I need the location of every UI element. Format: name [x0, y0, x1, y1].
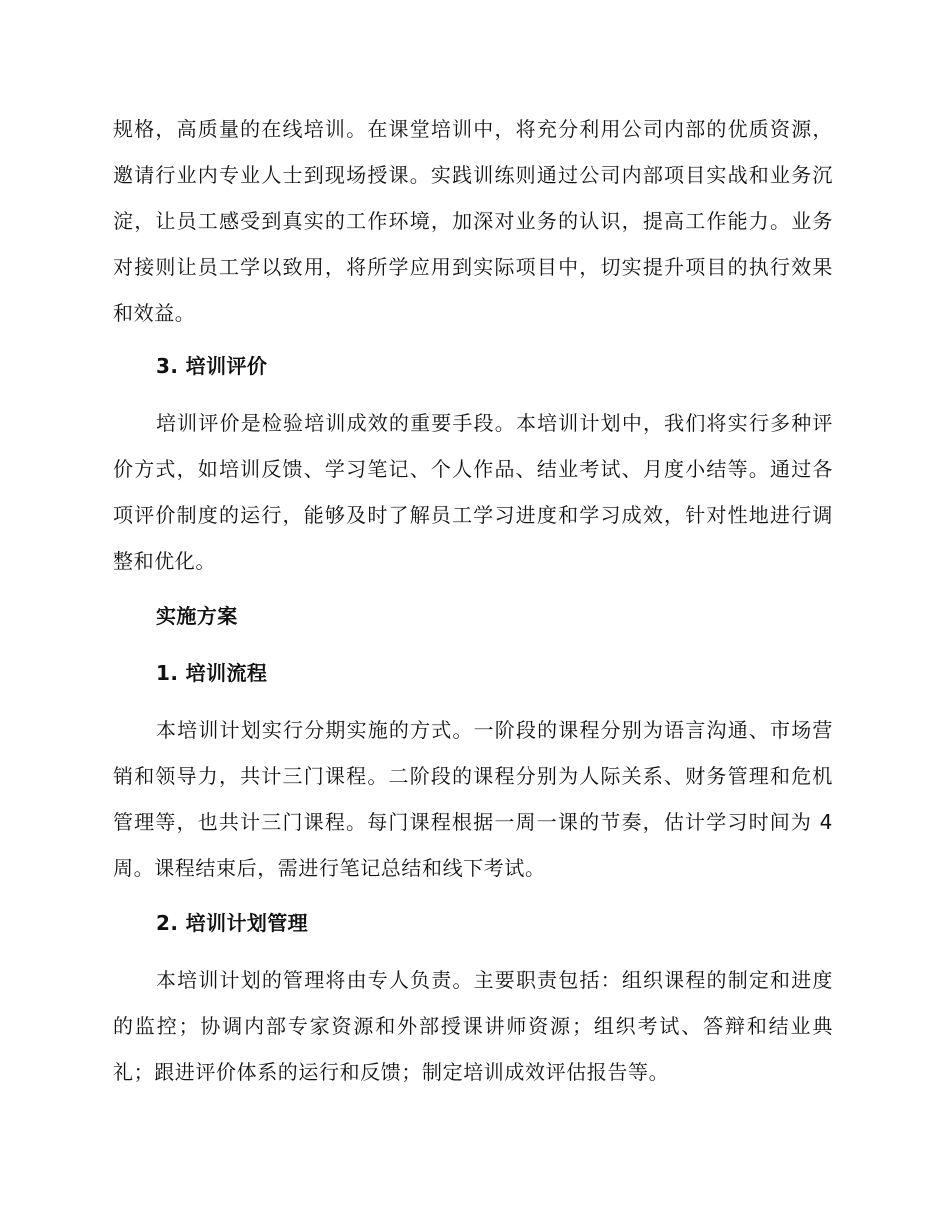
paragraph-training-evaluation: 培训评价是检验培训成效的重要手段。本培训计划中，我们将实行多种评价方式，如培训反馈、学习笔记、个人作品、结业考试、月度小结等。通过各项评价制度的运行，能够及时了解员工学习进度和学习成效，针对性地进行调整和优化。 — [113, 411, 833, 573]
heading-plan-management: 2. 培训计划管理 — [156, 911, 309, 935]
paragraph-training-process: 本培训计划实行分期实施的方式。一阶段的课程分别为语言沟通、市场营销和领导力，共计三门课程。二阶段的课程分别为人际关系、财务管理和危机管理等，也共计三门课程。每门课程根据一周一课的节奏，估计学习时间为 4 周。课程结束后，需进行笔记总结和线下考试。 — [113, 718, 833, 880]
paragraph-training-methods: 规格，高质量的在线培训。在课堂培训中，将充分利用公司内部的优质资源，邀请行业内专业人士到现场授课。实践训练则通过公司内部项目实战和业务沉淀，让员工感受到真实的工作环境，加深对业务的认识，提高工作能力。业务对接则让员工学以致用，将所学应用到实际项目中，切实提升项目的执行效果和效益。 — [113, 117, 833, 325]
heading-implementation-plan: 实施方案 — [156, 604, 238, 628]
heading-training-evaluation: 3. 培训评价 — [156, 354, 268, 378]
heading-training-process: 1. 培训流程 — [156, 661, 268, 685]
paragraph-plan-management: 本培训计划的管理将由专人负责。主要职责包括：组织课程的制定和进度的监控；协调内部专家资源和外部授课讲师资源；组织考试、答辩和结业典礼；跟进评价体系的运行和反馈；制定培训成效评估报告等。 — [113, 968, 833, 1084]
